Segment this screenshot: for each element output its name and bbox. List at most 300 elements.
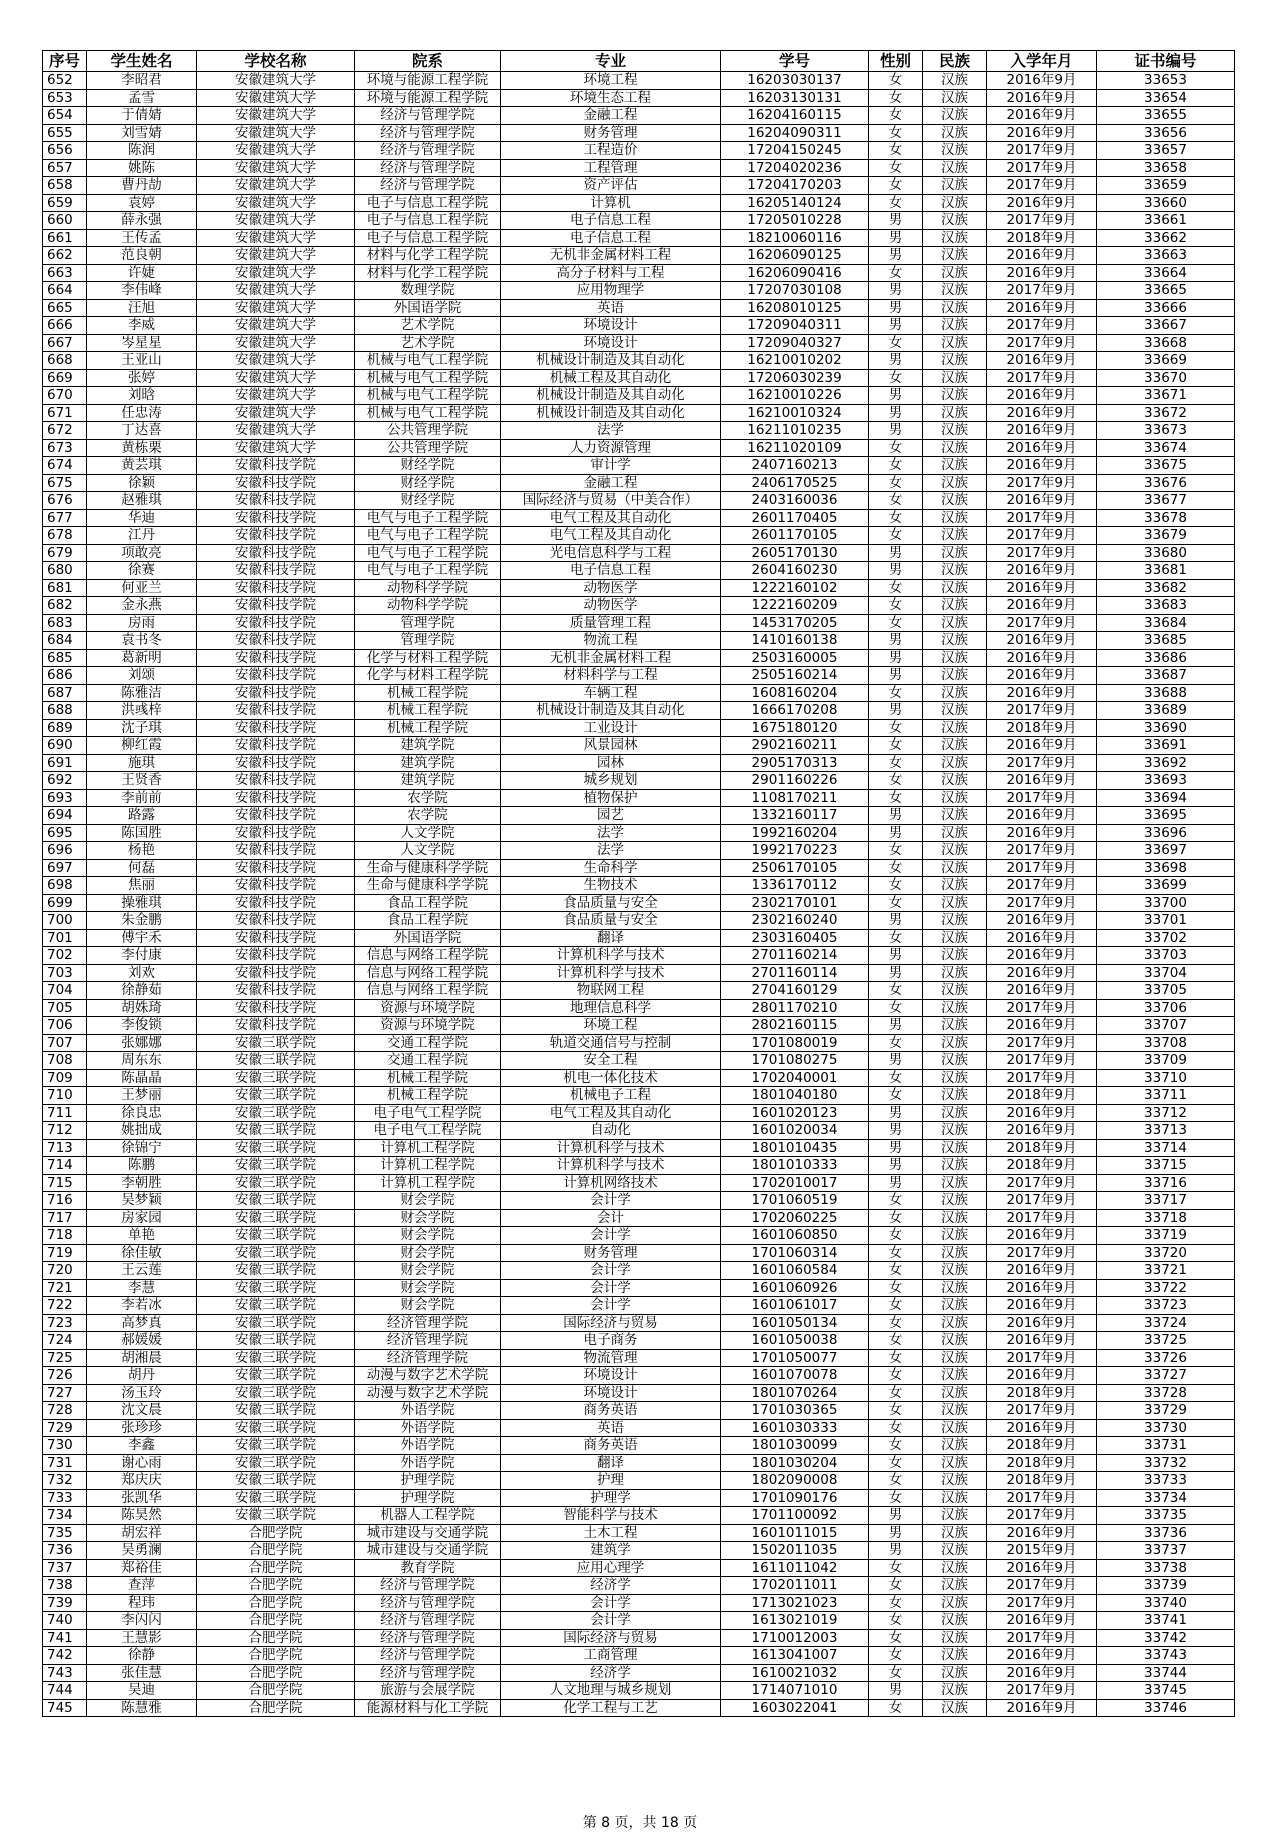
major-cell: 无机非金属材料工程 (501, 649, 721, 667)
enrollment-date-cell: 2017年9月 (987, 999, 1097, 1017)
enrollment-date-cell: 2016年9月 (987, 667, 1097, 685)
row-index-cell: 708 (43, 1052, 87, 1070)
header-ethnicity: 民族 (923, 51, 987, 72)
certificate-number-cell: 33743 (1097, 1647, 1235, 1665)
student-name-cell: 范良朝 (87, 247, 197, 265)
ethnicity-cell: 汉族 (923, 824, 987, 842)
school-name-cell: 安徽科技学院 (197, 912, 355, 930)
enrollment-date-cell: 2017年9月 (987, 842, 1097, 860)
major-cell: 护理学 (501, 1489, 721, 1507)
enrollment-date-cell: 2018年9月 (987, 1437, 1097, 1455)
table-row (43, 789, 1235, 807)
ethnicity-cell: 汉族 (923, 509, 987, 527)
row-index-cell: 663 (43, 264, 87, 282)
certificate-number-cell: 33682 (1097, 579, 1235, 597)
table-row (43, 999, 1235, 1017)
gender-cell: 男 (869, 1507, 923, 1525)
department-cell: 机械工程学院 (355, 719, 501, 737)
student-name-cell: 陈鹏 (87, 1157, 197, 1175)
certificate-number-cell: 33693 (1097, 772, 1235, 790)
student-id-cell: 2503160005 (721, 649, 869, 667)
student-name-cell: 汪旭 (87, 299, 197, 317)
row-index-cell: 732 (43, 1472, 87, 1490)
table-row (43, 1122, 1235, 1140)
student-name-cell: 郝媛媛 (87, 1332, 197, 1350)
student-id-cell: 16204160115 (721, 107, 869, 125)
table-row (43, 1594, 1235, 1612)
student-name-cell: 陈润 (87, 142, 197, 160)
enrollment-date-cell: 2016年9月 (987, 352, 1097, 370)
school-name-cell: 安徽科技学院 (197, 842, 355, 860)
table-row (43, 1034, 1235, 1052)
student-name-cell: 丁达喜 (87, 422, 197, 440)
ethnicity-cell: 汉族 (923, 352, 987, 370)
certificate-number-cell: 33710 (1097, 1069, 1235, 1087)
certificate-number-cell: 33654 (1097, 89, 1235, 107)
table-row (43, 1104, 1235, 1122)
row-index-cell: 713 (43, 1139, 87, 1157)
certificate-number-cell: 33679 (1097, 527, 1235, 545)
table-row (43, 492, 1235, 510)
student-name-cell: 刘欢 (87, 964, 197, 982)
school-name-cell: 安徽建筑大学 (197, 264, 355, 282)
student-id-cell: 1601020034 (721, 1122, 869, 1140)
ethnicity-cell: 汉族 (923, 597, 987, 615)
student-id-cell: 1613021019 (721, 1612, 869, 1630)
gender-cell: 女 (869, 457, 923, 475)
table-row (43, 334, 1235, 352)
enrollment-date-cell: 2017年9月 (987, 282, 1097, 300)
gender-cell: 男 (869, 1157, 923, 1175)
row-index-cell: 700 (43, 912, 87, 930)
student-name-cell: 高梦真 (87, 1314, 197, 1332)
department-cell: 计算机工程学院 (355, 1174, 501, 1192)
student-name-cell: 洪彧梓 (87, 702, 197, 720)
certificate-number-cell: 33737 (1097, 1542, 1235, 1560)
student-id-cell: 1701090176 (721, 1489, 869, 1507)
school-name-cell: 安徽建筑大学 (197, 247, 355, 265)
row-index-cell: 723 (43, 1314, 87, 1332)
student-name-cell: 李昭君 (87, 72, 197, 90)
gender-cell: 女 (869, 1279, 923, 1297)
ethnicity-cell: 汉族 (923, 1279, 987, 1297)
student-id-cell: 1603022041 (721, 1699, 869, 1717)
school-name-cell: 安徽三联学院 (197, 1279, 355, 1297)
student-id-cell: 1701080019 (721, 1034, 869, 1052)
student-id-cell: 1601070078 (721, 1367, 869, 1385)
gender-cell: 女 (869, 1489, 923, 1507)
student-name-cell: 傅宇禾 (87, 929, 197, 947)
table-row (43, 1524, 1235, 1542)
row-index-cell: 661 (43, 229, 87, 247)
major-cell: 国际经济与贸易 (501, 1314, 721, 1332)
enrollment-date-cell: 2017年9月 (987, 1174, 1097, 1192)
school-name-cell: 合肥学院 (197, 1682, 355, 1700)
certificate-number-cell: 33705 (1097, 982, 1235, 1000)
table-row (43, 667, 1235, 685)
row-index-cell: 683 (43, 614, 87, 632)
enrollment-date-cell: 2017年9月 (987, 1052, 1097, 1070)
certificate-number-cell: 33734 (1097, 1489, 1235, 1507)
ethnicity-cell: 汉族 (923, 737, 987, 755)
header-gender: 性别 (869, 51, 923, 72)
table-row (43, 894, 1235, 912)
enrollment-date-cell: 2016年9月 (987, 422, 1097, 440)
student-name-cell: 吴梦颖 (87, 1192, 197, 1210)
certificate-number-cell: 33689 (1097, 702, 1235, 720)
enrollment-date-cell: 2017年9月 (987, 1034, 1097, 1052)
row-index-cell: 714 (43, 1157, 87, 1175)
certificate-number-cell: 33736 (1097, 1524, 1235, 1542)
department-cell: 财经学院 (355, 474, 501, 492)
ethnicity-cell: 汉族 (923, 457, 987, 475)
school-name-cell: 合肥学院 (197, 1594, 355, 1612)
row-index-cell: 728 (43, 1402, 87, 1420)
department-cell: 艺术学院 (355, 334, 501, 352)
gender-cell: 女 (869, 159, 923, 177)
ethnicity-cell: 汉族 (923, 1104, 987, 1122)
row-index-cell: 725 (43, 1349, 87, 1367)
table-row (43, 1699, 1235, 1717)
certificate-number-cell: 33655 (1097, 107, 1235, 125)
department-cell: 电子电气工程学院 (355, 1122, 501, 1140)
student-name-cell: 焦丽 (87, 877, 197, 895)
enrollment-date-cell: 2017年9月 (987, 474, 1097, 492)
enrollment-date-cell: 2017年9月 (987, 859, 1097, 877)
certificate-number-cell: 33704 (1097, 964, 1235, 982)
enrollment-date-cell: 2016年9月 (987, 579, 1097, 597)
certificate-number-cell: 33697 (1097, 842, 1235, 860)
student-id-cell: 2403160036 (721, 492, 869, 510)
school-name-cell: 安徽三联学院 (197, 1507, 355, 1525)
row-index-cell: 691 (43, 754, 87, 772)
student-id-cell: 1713021023 (721, 1594, 869, 1612)
certificate-number-cell: 33692 (1097, 754, 1235, 772)
gender-cell: 男 (869, 1524, 923, 1542)
certificate-number-cell: 33700 (1097, 894, 1235, 912)
enrollment-date-cell: 2016年9月 (987, 387, 1097, 405)
certificate-number-cell: 33669 (1097, 352, 1235, 370)
gender-cell: 女 (869, 107, 923, 125)
enrollment-date-cell: 2016年9月 (987, 247, 1097, 265)
gender-cell: 女 (869, 789, 923, 807)
department-cell: 教育学院 (355, 1559, 501, 1577)
school-name-cell: 安徽三联学院 (197, 1454, 355, 1472)
student-id-cell: 17206030239 (721, 369, 869, 387)
enrollment-date-cell: 2016年9月 (987, 632, 1097, 650)
ethnicity-cell: 汉族 (923, 1594, 987, 1612)
gender-cell: 女 (869, 264, 923, 282)
table-row (43, 72, 1235, 90)
enrollment-date-cell: 2016年9月 (987, 1559, 1097, 1577)
enrollment-date-cell: 2016年9月 (987, 194, 1097, 212)
enrollment-date-cell: 2017年9月 (987, 212, 1097, 230)
row-index-cell: 670 (43, 387, 87, 405)
certificate-number-cell: 33676 (1097, 474, 1235, 492)
gender-cell: 女 (869, 1332, 923, 1350)
table-row (43, 684, 1235, 702)
row-index-cell: 702 (43, 947, 87, 965)
certificate-number-cell: 33731 (1097, 1437, 1235, 1455)
ethnicity-cell: 汉族 (923, 107, 987, 125)
enrollment-date-cell: 2017年9月 (987, 894, 1097, 912)
table-row (43, 807, 1235, 825)
school-name-cell: 安徽科技学院 (197, 632, 355, 650)
school-name-cell: 安徽科技学院 (197, 824, 355, 842)
ethnicity-cell: 汉族 (923, 579, 987, 597)
ethnicity-cell: 汉族 (923, 719, 987, 737)
school-name-cell: 合肥学院 (197, 1542, 355, 1560)
student-id-cell: 2407160213 (721, 457, 869, 475)
ethnicity-cell: 汉族 (923, 369, 987, 387)
table-row (43, 1577, 1235, 1595)
student-id-cell: 1701050077 (721, 1349, 869, 1367)
student-id-cell: 16203130131 (721, 89, 869, 107)
student-id-cell: 2505160214 (721, 667, 869, 685)
table-row (43, 842, 1235, 860)
student-name-cell: 孟雪 (87, 89, 197, 107)
student-name-cell: 谢心雨 (87, 1454, 197, 1472)
student-name-cell: 袁书冬 (87, 632, 197, 650)
enrollment-date-cell: 2017年9月 (987, 1594, 1097, 1612)
student-name-cell: 王梦丽 (87, 1087, 197, 1105)
row-index-cell: 709 (43, 1069, 87, 1087)
department-cell: 农学院 (355, 789, 501, 807)
table-row (43, 1332, 1235, 1350)
gender-cell: 男 (869, 947, 923, 965)
major-cell: 环境设计 (501, 1367, 721, 1385)
enrollment-date-cell: 2017年9月 (987, 1489, 1097, 1507)
certificate-number-cell: 33684 (1097, 614, 1235, 632)
major-cell: 计算机科学与技术 (501, 964, 721, 982)
gender-cell: 男 (869, 667, 923, 685)
student-name-cell: 李俊锁 (87, 1017, 197, 1035)
school-name-cell: 安徽三联学院 (197, 1297, 355, 1315)
student-id-cell: 16211020109 (721, 439, 869, 457)
major-cell: 会计学 (501, 1227, 721, 1245)
row-index-cell: 664 (43, 282, 87, 300)
major-cell: 工程造价 (501, 142, 721, 160)
student-name-cell: 刘颂 (87, 667, 197, 685)
certificate-number-cell: 33690 (1097, 719, 1235, 737)
ethnicity-cell: 汉族 (923, 999, 987, 1017)
enrollment-date-cell: 2017年9月 (987, 1349, 1097, 1367)
enrollment-date-cell: 2017年9月 (987, 1682, 1097, 1700)
school-name-cell: 安徽科技学院 (197, 492, 355, 510)
ethnicity-cell: 汉族 (923, 1174, 987, 1192)
gender-cell: 男 (869, 1682, 923, 1700)
department-cell: 机械与电气工程学院 (355, 404, 501, 422)
school-name-cell: 安徽科技学院 (197, 614, 355, 632)
header-enrollment-date: 入学年月 (987, 51, 1097, 72)
enrollment-date-cell: 2017年9月 (987, 702, 1097, 720)
gender-cell: 女 (869, 89, 923, 107)
department-cell: 外国语学院 (355, 929, 501, 947)
gender-cell: 女 (869, 842, 923, 860)
student-name-cell: 金永燕 (87, 597, 197, 615)
ethnicity-cell: 汉族 (923, 1402, 987, 1420)
table-row (43, 1052, 1235, 1070)
student-name-cell: 朱金鹏 (87, 912, 197, 930)
table-row (43, 702, 1235, 720)
table-row (43, 562, 1235, 580)
table-row (43, 824, 1235, 842)
student-name-cell: 操雅琪 (87, 894, 197, 912)
row-index-cell: 665 (43, 299, 87, 317)
gender-cell: 女 (869, 894, 923, 912)
enrollment-date-cell: 2015年9月 (987, 1542, 1097, 1560)
certificate-number-cell: 33706 (1097, 999, 1235, 1017)
page-footer: 第 8 页，共 18 页 (582, 1815, 698, 1831)
student-id-cell: 1701060314 (721, 1244, 869, 1262)
ethnicity-cell: 汉族 (923, 859, 987, 877)
gender-cell: 女 (869, 439, 923, 457)
student-id-cell: 1702010017 (721, 1174, 869, 1192)
school-name-cell: 安徽三联学院 (197, 1437, 355, 1455)
table-row (43, 737, 1235, 755)
table-row (43, 1454, 1235, 1472)
school-name-cell: 合肥学院 (197, 1647, 355, 1665)
row-index-cell: 742 (43, 1647, 87, 1665)
certificate-number-cell: 33714 (1097, 1139, 1235, 1157)
enrollment-date-cell: 2017年9月 (987, 527, 1097, 545)
department-cell: 建筑学院 (355, 772, 501, 790)
school-name-cell: 安徽三联学院 (197, 1384, 355, 1402)
student-name-cell: 路露 (87, 807, 197, 825)
department-cell: 旅游与会展学院 (355, 1682, 501, 1700)
student-id-cell: 1108170211 (721, 789, 869, 807)
student-id-cell: 1702011011 (721, 1577, 869, 1595)
school-name-cell: 安徽三联学院 (197, 1314, 355, 1332)
enrollment-date-cell: 2016年9月 (987, 772, 1097, 790)
ethnicity-cell: 汉族 (923, 229, 987, 247)
major-cell: 工商管理 (501, 1647, 721, 1665)
department-cell: 农学院 (355, 807, 501, 825)
table-row (43, 369, 1235, 387)
student-id-cell: 1611011042 (721, 1559, 869, 1577)
gender-cell: 女 (869, 1034, 923, 1052)
gender-cell: 男 (869, 282, 923, 300)
row-index-cell: 654 (43, 107, 87, 125)
major-cell: 风景园林 (501, 737, 721, 755)
major-cell: 电气工程及其自动化 (501, 509, 721, 527)
student-id-cell: 1702040001 (721, 1069, 869, 1087)
enrollment-date-cell: 2016年9月 (987, 824, 1097, 842)
row-index-cell: 738 (43, 1577, 87, 1595)
header-student-name: 学生姓名 (87, 51, 197, 72)
enrollment-date-cell: 2016年9月 (987, 1612, 1097, 1630)
row-index-cell: 692 (43, 772, 87, 790)
major-cell: 会计学 (501, 1192, 721, 1210)
student-id-cell: 1601050038 (721, 1332, 869, 1350)
department-cell: 环境与能源工程学院 (355, 89, 501, 107)
row-index-cell: 690 (43, 737, 87, 755)
certificate-number-cell: 33659 (1097, 177, 1235, 195)
student-name-cell: 薛永强 (87, 212, 197, 230)
enrollment-date-cell: 2016年9月 (987, 737, 1097, 755)
department-cell: 城市建设与交通学院 (355, 1524, 501, 1542)
table-row (43, 229, 1235, 247)
department-cell: 建筑学院 (355, 754, 501, 772)
student-id-cell: 16210010226 (721, 387, 869, 405)
row-index-cell: 671 (43, 404, 87, 422)
row-index-cell: 744 (43, 1682, 87, 1700)
student-name-cell: 李鑫 (87, 1437, 197, 1455)
table-row (43, 1349, 1235, 1367)
gender-cell: 女 (869, 999, 923, 1017)
table-row (43, 282, 1235, 300)
student-id-cell: 2601170405 (721, 509, 869, 527)
school-name-cell: 安徽三联学院 (197, 1122, 355, 1140)
student-id-cell: 1608160204 (721, 684, 869, 702)
table-row (43, 404, 1235, 422)
student-name-cell: 徐颖 (87, 474, 197, 492)
gender-cell: 女 (869, 1472, 923, 1490)
department-cell: 生命与健康科学学院 (355, 859, 501, 877)
student-id-cell: 2701160214 (721, 947, 869, 965)
table-row (43, 1262, 1235, 1280)
major-cell: 国际经济与贸易 (501, 1629, 721, 1647)
table-row (43, 1297, 1235, 1315)
ethnicity-cell: 汉族 (923, 194, 987, 212)
enrollment-date-cell: 2016年9月 (987, 89, 1097, 107)
enrollment-date-cell: 2016年9月 (987, 684, 1097, 702)
student-name-cell: 陈晶晶 (87, 1069, 197, 1087)
ethnicity-cell: 汉族 (923, 754, 987, 772)
student-name-cell: 徐良忠 (87, 1104, 197, 1122)
enrollment-date-cell: 2016年9月 (987, 264, 1097, 282)
gender-cell: 女 (869, 194, 923, 212)
ethnicity-cell: 汉族 (923, 1559, 987, 1577)
student-id-cell: 1601061017 (721, 1297, 869, 1315)
student-id-cell: 17205010228 (721, 212, 869, 230)
certificate-number-cell: 33741 (1097, 1612, 1235, 1630)
school-name-cell: 安徽科技学院 (197, 1017, 355, 1035)
school-name-cell: 安徽三联学院 (197, 1367, 355, 1385)
header-student-id: 学号 (721, 51, 869, 72)
row-index-cell: 727 (43, 1384, 87, 1402)
gender-cell: 女 (869, 1262, 923, 1280)
gender-cell: 男 (869, 317, 923, 335)
major-cell: 应用物理学 (501, 282, 721, 300)
gender-cell: 女 (869, 527, 923, 545)
enrollment-date-cell: 2017年9月 (987, 1209, 1097, 1227)
department-cell: 材料与化学工程学院 (355, 264, 501, 282)
table-row (43, 439, 1235, 457)
gender-cell: 女 (869, 929, 923, 947)
table-row (43, 772, 1235, 790)
certificate-number-cell: 33666 (1097, 299, 1235, 317)
department-cell: 财会学院 (355, 1227, 501, 1245)
certificate-number-cell: 33662 (1097, 229, 1235, 247)
certificate-number-cell: 33694 (1097, 789, 1235, 807)
student-id-cell: 16206090416 (721, 264, 869, 282)
certificate-number-cell: 33738 (1097, 1559, 1235, 1577)
ethnicity-cell: 汉族 (923, 1524, 987, 1542)
row-index-cell: 724 (43, 1332, 87, 1350)
major-cell: 质量管理工程 (501, 614, 721, 632)
gender-cell: 女 (869, 1244, 923, 1262)
major-cell: 电气工程及其自动化 (501, 1104, 721, 1122)
enrollment-date-cell: 2016年9月 (987, 439, 1097, 457)
student-id-cell: 1701030365 (721, 1402, 869, 1420)
major-cell: 机械设计制造及其自动化 (501, 404, 721, 422)
school-name-cell: 安徽科技学院 (197, 702, 355, 720)
department-cell: 财会学院 (355, 1244, 501, 1262)
enrollment-date-cell: 2017年9月 (987, 142, 1097, 160)
enrollment-date-cell: 2016年9月 (987, 1419, 1097, 1437)
student-id-cell: 1601011015 (721, 1524, 869, 1542)
